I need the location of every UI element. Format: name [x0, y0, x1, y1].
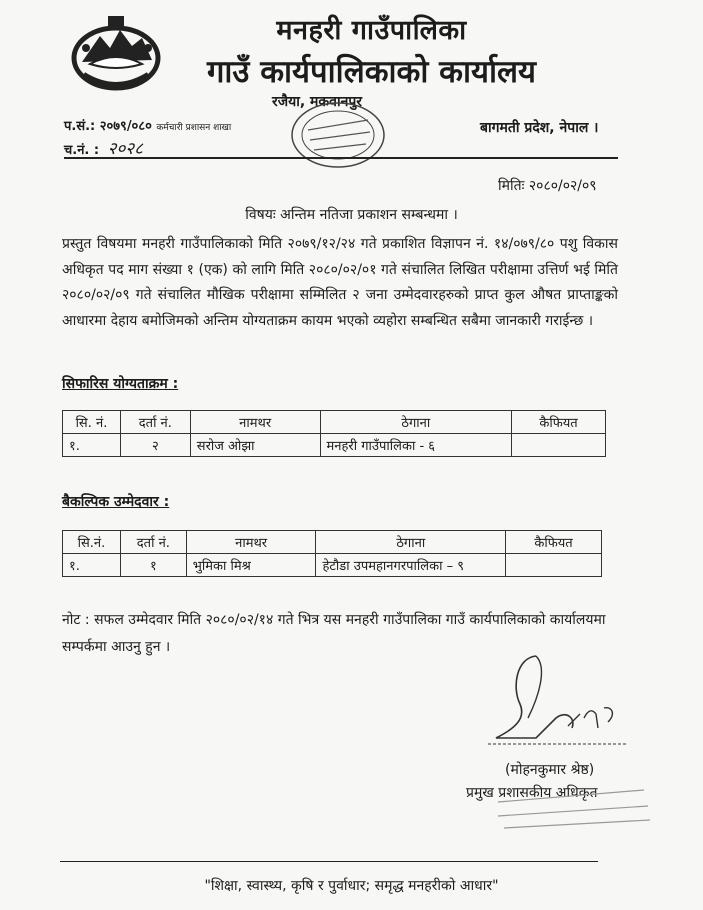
table-cell: १. — [63, 554, 121, 577]
dispatch-number — [64, 136, 143, 159]
signatory-title: प्रमुख प्रशासकीय अधिकृत — [466, 785, 598, 801]
table-header-row — [63, 411, 606, 434]
dispatch-label: च.नं. : — [64, 143, 100, 158]
alternate-heading: बैकल्पिक उम्मेदवार : — [62, 494, 170, 510]
column-header: नामथर — [186, 531, 316, 554]
signatory-stamp-icon — [494, 780, 654, 832]
org-name: मनहरी गाउँपालिका — [276, 15, 467, 46]
table-cell — [512, 434, 606, 457]
table-cell: मनहरी गाउँपालिका - ६ — [320, 434, 512, 457]
signatory-name: (मोहनकुमार श्रेष्ठ) — [505, 762, 595, 778]
office-address: रजैया, मकवानपुर — [272, 94, 363, 110]
office-seal-icon — [288, 100, 388, 170]
table-row — [63, 554, 602, 577]
alternate-table — [62, 530, 602, 577]
column-header: कैफियत — [512, 411, 606, 434]
column-header: नामथर — [190, 411, 320, 434]
column-header: ठेगाना — [316, 531, 506, 554]
letter-body: प्रस्तुत विषयमा मनहरी गाउँपालिकाको मिति २०७९/१२/२४ गते प्रकाशित विज्ञापन नं. १४/०७९/८० पशु विकास अधिकृत पद माग संख्या १ (एक) को लागि मिति २०८०/०२/०१ गते संचालित लिखित परीक्षामा उत्तिर्ण भई मिति २०८०/०२/०९ गते संचालित मौखिक परीक्षामा सम्मिलित २ जना उम्मेदवारहरुको प्राप्त कुल औषत प्राप्ताङ्कको आधारमा देहाय बमोजिमको अन्तिम योग्यताक्रम कायम भएको व्यहोरा सम्बन्धित सबैमा जानकारी गराईन्छ । — [62, 236, 618, 329]
table-cell: हेटौडा उपमहानगरपालिका – ९ — [316, 554, 506, 577]
column-header: सि. नं. — [63, 411, 121, 434]
signature-icon — [476, 648, 646, 750]
table-cell: भुमिका मिश्र — [186, 554, 316, 577]
table-cell: १ — [120, 554, 186, 577]
reference-section: कर्मचारी प्रशासन शाखा — [156, 123, 232, 133]
table-cell: २ — [120, 434, 190, 457]
office-name: गाउँ कार्यपालिकाको कार्यालय — [206, 54, 537, 90]
table-cell: सरोज ओझा — [190, 434, 320, 457]
footer-motto: "शिक्षा, स्वास्थ्य, कृषि र पुर्वाधार; समृद्ध मनहरीको आधार" — [204, 878, 499, 894]
letter-subject: विषयः अन्तिम नतिजा प्रकाशन सम्बन्धमा । — [245, 207, 458, 223]
column-header: सि.नं. — [63, 531, 121, 554]
table-cell: १. — [63, 434, 121, 457]
table-header-row — [63, 531, 602, 554]
reference-label: प.सं.: २०७९/०८० — [64, 119, 152, 134]
reference-number — [64, 116, 231, 134]
column-header: दर्ता नं. — [120, 531, 186, 554]
letter-note: नोट : सफल उम्मेदवार मिति २०८०/०२/१४ गते भित्र यस मनहरी गाउँपालिका गाउँ कार्यपालिकाको कार्यालयमा सम्पर्कमा आउनु हुन । — [62, 612, 606, 655]
column-header: कैफियत — [506, 531, 602, 554]
province: बागमती प्रदेश, नेपाल । — [480, 120, 599, 136]
table-cell — [506, 554, 602, 577]
recommended-table — [62, 410, 606, 457]
dispatch-value: २०२८ — [107, 139, 143, 159]
footer-divider — [60, 861, 598, 862]
table-row — [63, 434, 606, 457]
header-divider — [64, 157, 618, 159]
letter-date: मितिः २०८०/०२/०९ — [498, 178, 597, 194]
recommended-heading: सिफारिस योग्यताक्रम : — [62, 376, 179, 392]
column-header: ठेगाना — [320, 411, 512, 434]
column-header: दर्ता नं. — [120, 411, 190, 434]
